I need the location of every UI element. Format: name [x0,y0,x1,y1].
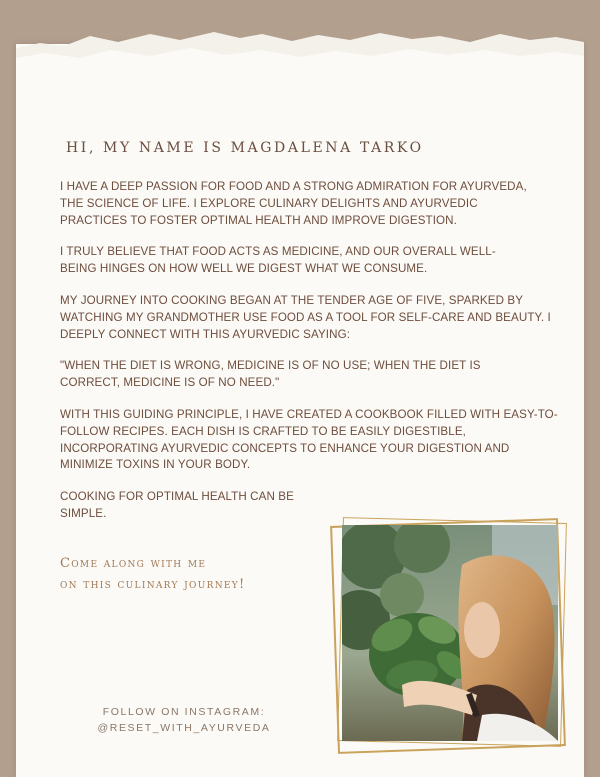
instagram-follow [84,704,284,736]
paragraph-simple: COOKING FOR OPTIMAL HEALTH CAN BE SIMPLE. [60,490,294,520]
paragraph-journey: MY JOURNEY INTO COOKING BEGAN AT THE TENDER AGE OF FIVE, SPARKED BY WATCHING MY GRANDMOTHER USE FOOD AS A TOOL FOR SELF-CARE AND BEAUTY. I DEEPLY CONNECT WITH THIS AYURVEDIC SAYING: [60,293,551,341]
letter-body [60,179,560,538]
invite-text [60,553,320,595]
invite-line-1: Come along with me [60,556,207,571]
paragraph-belief: I TRULY BELIEVE THAT FOOD ACTS AS MEDICINE, AND OUR OVERALL WELL-BEING HINGES ON HOW WELL WE DIGEST WHAT WE CONSUME. [60,245,496,276]
invite-line-2: on this culinary journey! [60,577,246,592]
woman-smelling-herbs-photo [342,525,558,741]
follow-label: FOLLOW ON INSTAGRAM: [102,706,266,718]
greeting-heading: HI, MY NAME IS MAGDALENA TARKO [66,140,424,156]
instagram-handle[interactable]: @RESET_WITH_AYURVEDA [97,722,271,734]
torn-paper-edge [0,28,600,74]
paragraph-cookbook: WITH THIS GUIDING PRINCIPLE, I HAVE CREATED A COOKBOOK FILLED WITH EASY-TO-FOLLOW RECIPES. EACH DISH IS CRAFTED TO BE EASILY DIGESTIBLE, INCORPORATING AYURVEDIC CONCEPTS TO ENHANCE YOUR DIGESTION AND MINIMIZE TOXINS IN YOUR BODY. [60,407,558,472]
paragraph-passion: I HAVE A DEEP PASSION FOR FOOD AND A STRONG ADMIRATION FOR AYURVEDA, THE SCIENCE OF LIFE. I EXPLORE CULINARY DELIGHTS AND AYURVEDIC PRACTICES TO FOSTER OPTIMAL HEALTH AND IMPROVE DIGESTION. [60,180,527,227]
paragraph-quote: "WHEN THE DIET IS WRONG, MEDICINE IS OF NO USE; WHEN THE DIET IS CORRECT, MEDICINE IS OF NO NEED." [60,359,481,390]
